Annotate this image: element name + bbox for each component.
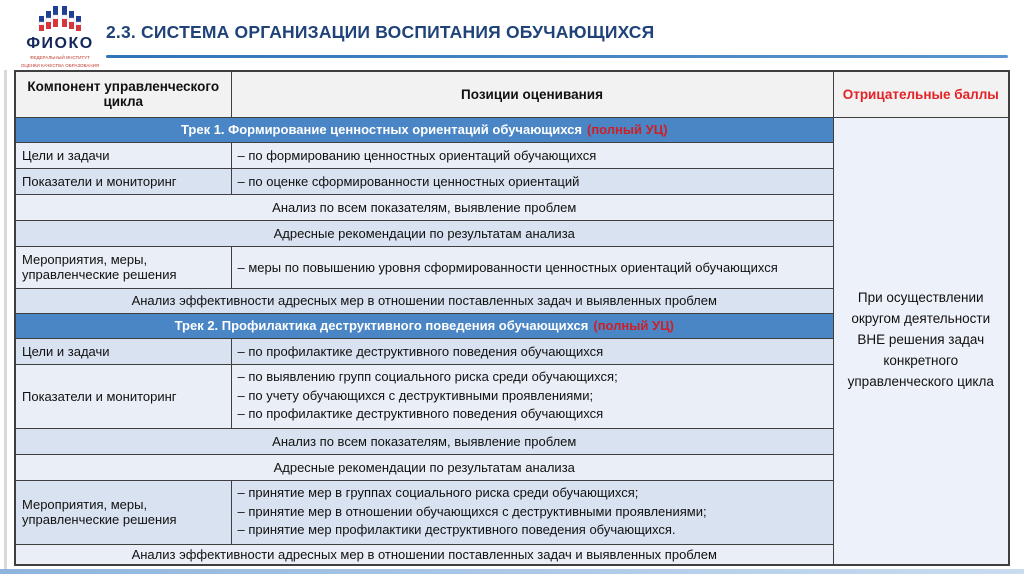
- header-component-cell: Компонент управленческого цикла: [15, 71, 231, 117]
- position-line: – принятие мер в группах социального риска среди обучающихся;: [237, 484, 639, 500]
- negative-points-note-cell: [833, 117, 1009, 565]
- negative-points-note: При осуществлении округом деятельности ВНЕ решения задач конкретного управленческого цикла: [847, 290, 994, 390]
- page-title: 2.3. СИСТЕМА ОРГАНИЗАЦИИ ВОСПИТАНИЯ ОБУЧАЮЩИХСЯ: [106, 22, 655, 42]
- cycle-component-cell: Цели и задачи: [15, 338, 231, 364]
- position-line: – принятие мер в отношении обучающихся с деструктивными проявлениями;: [237, 503, 707, 519]
- cycle-component-cell: Цели и задачи: [15, 142, 231, 168]
- analysis-merged-cell: Анализ по всем показателям, выявление проблем: [15, 428, 833, 454]
- cycle-component-cell: Показатели и мониторинг: [15, 364, 231, 428]
- recommendations-merged-cell: Адресные рекомендации по результатам анализа: [15, 454, 833, 480]
- position-line: – по учету обучающихся с деструктивными проявлениями;: [237, 387, 594, 403]
- recommendations-merged-cell: Адресные рекомендации по результатам анализа: [15, 220, 833, 246]
- cycle-component-cell: Мероприятия, меры, управленческие решения: [15, 480, 231, 544]
- analysis-merged-cell: Анализ по всем показателям, выявление проблем: [15, 194, 833, 220]
- title-underline: [106, 55, 1008, 58]
- effectiveness-merged-cell: Анализ эффективности адресных мер в отношении поставленных задач и выявленных проблем: [15, 544, 833, 565]
- evaluation-position-cell: – по оценке сформированности ценностных ориентаций: [231, 168, 833, 194]
- left-edge-line: [4, 70, 7, 570]
- position-line: – по профилактике деструктивного поведения обучающихся: [237, 406, 604, 422]
- track1-title-suffix: (полный УЦ): [587, 122, 668, 137]
- evaluation-position-cell: – меры по повышению уровня сформированности ценностных ориентаций обучающихся: [231, 246, 833, 288]
- position-line: – по выявлению групп социального риска среди обучающихся;: [237, 368, 618, 384]
- evaluation-position-cell: – по формированию ценностных ориентаций обучающихся: [231, 142, 833, 168]
- evaluation-position-cell: [231, 364, 833, 428]
- cycle-component-cell: Показатели и мониторинг: [15, 168, 231, 194]
- position-line: – принятие мер профилактики деструктивного поведения обучающихся.: [237, 522, 676, 538]
- table-header-row: [15, 71, 1009, 117]
- track2-title-bar: [15, 313, 833, 338]
- header-negative-points-cell: Отрицательные баллы: [833, 71, 1009, 117]
- fioko-logo: [16, 4, 104, 69]
- track2-title-suffix: (полный УЦ): [593, 318, 674, 333]
- cycle-component-cell: Мероприятия, меры, управленческие решения: [15, 246, 231, 288]
- evaluation-position-cell: [231, 480, 833, 544]
- bottom-accent-bar: [0, 569, 1024, 574]
- header-positions-cell: Позиции оценивания: [231, 71, 833, 117]
- fioko-logo-text: ФИОКО: [26, 35, 94, 52]
- evaluation-position-cell: – по профилактике деструктивного поведения обучающихся: [231, 338, 833, 364]
- fioko-logo-subtitle-line1: ФЕДЕРАЛЬНЫЙ ИНСТИТУТ: [30, 55, 90, 60]
- track1-bar-row: [15, 117, 1009, 142]
- track1-title: Трек 1. Формирование ценностных ориентаций обучающихся: [180, 122, 582, 137]
- fioko-logo-subtitle-line2: ОЦЕНКИ КАЧЕСТВА ОБРАЗОВАНИЯ: [20, 62, 100, 68]
- track1-title-bar: [15, 117, 833, 142]
- fioko-logo-icon: [37, 4, 83, 34]
- track2-title: Трек 2. Профилактика деструктивного поведения обучающихся: [174, 318, 589, 333]
- management-cycle-table: [14, 70, 1010, 566]
- effectiveness-merged-cell: Анализ эффективности адресных мер в отношении поставленных задач и выявленных проблем: [15, 288, 833, 313]
